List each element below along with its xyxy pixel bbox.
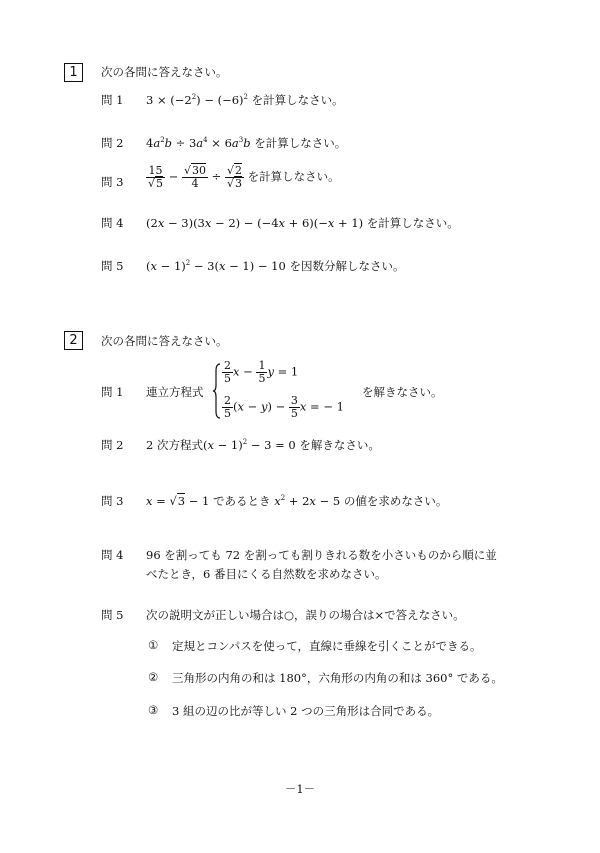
s2-q3-expression: x = √3 − 1 であるとき $x^2 + 2x - 5$ の値を求めなさい。 bbox=[146, 494, 448, 508]
s1-q5-suffix: を因数分解しなさい。 bbox=[289, 259, 405, 273]
s2-q5-item-3-mark: ③ bbox=[148, 703, 159, 717]
s2-q5-item-1-text: 定規とコンパスを使って，直線に垂線を引くことができる。 bbox=[172, 639, 482, 653]
s1-q4-label: 問 4 bbox=[101, 216, 124, 230]
s1-q2-suffix: を計算しなさい。 bbox=[254, 136, 347, 150]
system-brace-icon bbox=[213, 363, 221, 419]
s2-q3-suffix: の値を求めなさい。 bbox=[343, 494, 448, 508]
s1-q3-expression: $\frac{15}{√5}$ − $\frac{√30}{4}$ ÷ $\frac{√2}{√3}$ を計算しなさい。 bbox=[148, 164, 340, 190]
s2-q1-equation-2: $\frac{2}{5}$ (x − y) − $\frac{3}{5}$ x = − 1 bbox=[224, 394, 344, 420]
s2-q5-label: 問 5 bbox=[101, 608, 124, 622]
s1-q4-expression: (2x − 3)(3x − 2) − (−4x + 6)(−x + 1) を計算しなさい。 bbox=[146, 216, 459, 230]
s1-q3-suffix: を計算しなさい。 bbox=[247, 169, 340, 184]
s2-q5-text: 次の説明文が正しい場合は○，誤りの場合は×で答えなさい。 bbox=[146, 608, 465, 622]
section-1-instruction: 次の各問に答えなさい。 bbox=[101, 65, 228, 79]
section-2-number-box: 2 bbox=[64, 331, 83, 350]
s2-q3-label: 問 3 bbox=[101, 494, 124, 508]
s1-q1-label: 問 1 bbox=[101, 93, 124, 107]
s2-q5-item-3-text: 3 組の辺の比が等しい 2 つの三角形は合同である。 bbox=[172, 704, 440, 718]
page-number: －1－ bbox=[284, 782, 316, 796]
s2-q2-prefix: 2 次方程式 bbox=[146, 438, 203, 452]
s1-q3-label: 問 3 bbox=[101, 175, 124, 189]
s2-q1-prefix: 連立方程式 bbox=[146, 385, 204, 399]
s2-q4-line-2: べたとき，6 番目にくる自然数を求めなさい。 bbox=[146, 567, 387, 581]
s1-q5-label: 問 5 bbox=[101, 259, 124, 273]
s2-q5-item-2-mark: ② bbox=[148, 670, 159, 684]
s1-q2-expression: $4a^2b \div 3a^4 \times 6a^3b$ を計算しなさい。 bbox=[146, 136, 347, 150]
section-2-instruction: 次の各問に答えなさい。 bbox=[101, 334, 228, 348]
s1-q1-expression: $3 \times (-2^2) - (-6)^2$ を計算しなさい。 bbox=[146, 93, 344, 107]
section-1-number-box: 1 bbox=[64, 63, 83, 82]
s2-q2-label: 問 2 bbox=[101, 438, 124, 452]
s2-q2-expression: 2 次方程式$(x - 1)^2 - 3 = 0$ を解きなさい。 bbox=[146, 438, 380, 452]
s2-q4-label: 問 4 bbox=[101, 548, 124, 562]
s2-q2-suffix: を解きなさい。 bbox=[299, 438, 380, 452]
s2-q1-label: 問 1 bbox=[101, 385, 124, 399]
s1-q5-expression: $(x - 1)^2 - 3(x - 1) - 10$ を因数分解しなさい。 bbox=[146, 259, 405, 273]
s2-q1-equation-1: $\frac{2}{5}$ x − $\frac{1}{5}$ y = 1 bbox=[224, 359, 299, 385]
s2-q3-middle: であるとき bbox=[213, 494, 271, 508]
s1-q4-suffix: を計算しなさい。 bbox=[366, 216, 459, 230]
s2-q5-item-1-mark: ① bbox=[148, 638, 159, 652]
s1-q1-suffix: を計算しなさい。 bbox=[251, 93, 344, 107]
s2-q1-suffix: を解きなさい。 bbox=[362, 385, 443, 399]
s1-q2-label: 問 2 bbox=[101, 136, 124, 150]
s2-q4-line-1: 96 を割っても 72 を割っても割りきれる数を小さいものから順に並 bbox=[146, 548, 497, 562]
s2-q5-item-2-text: 三角形の内角の和は 180°，六角形の内角の和は 360° である。 bbox=[172, 671, 503, 685]
